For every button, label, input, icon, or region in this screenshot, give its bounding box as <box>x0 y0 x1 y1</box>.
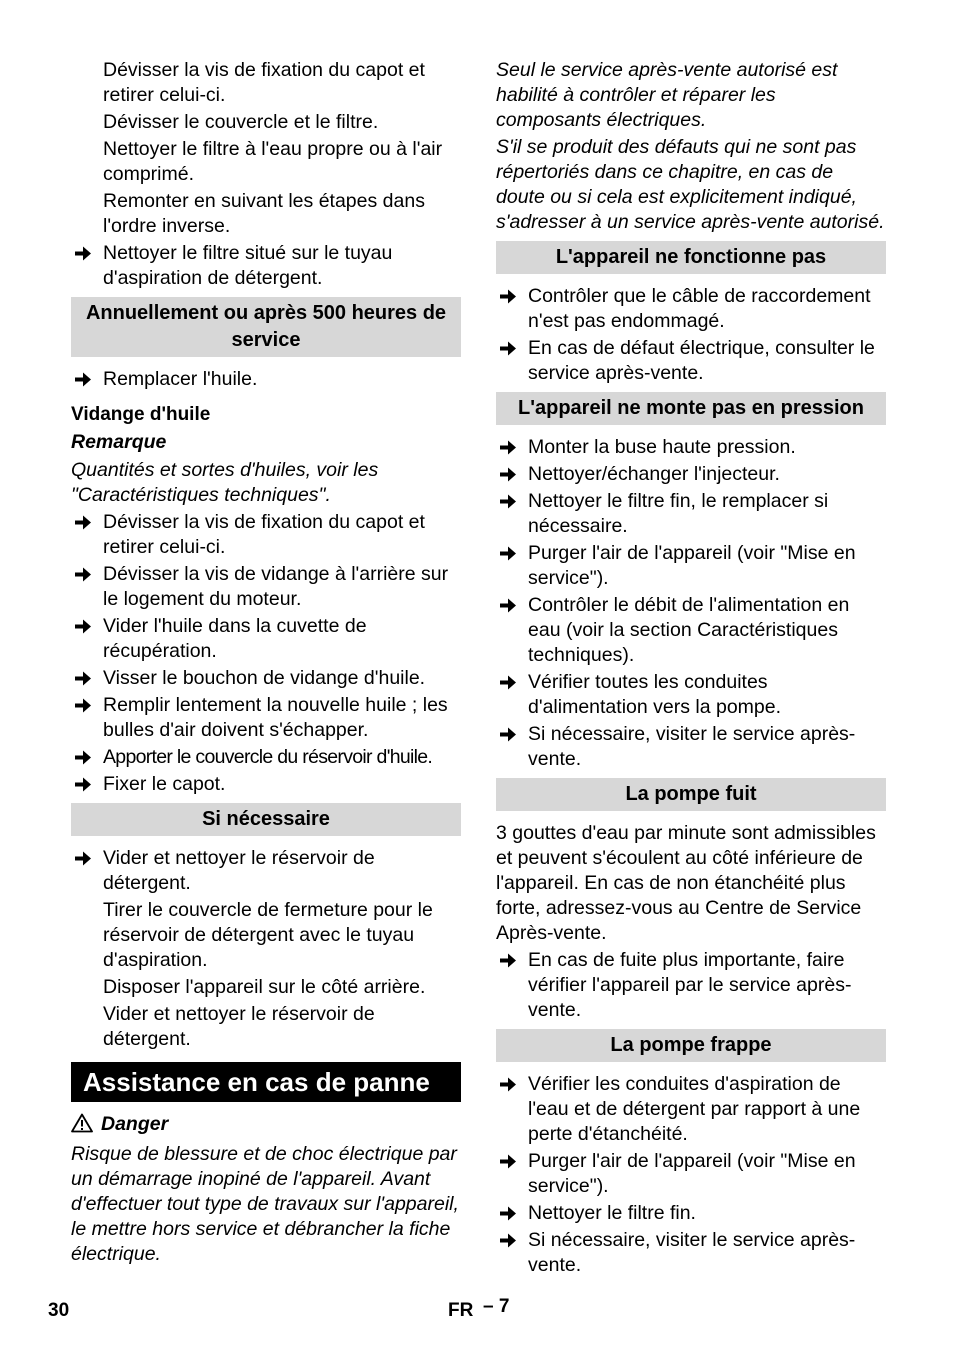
section-heading-if-needed: Si nécessaire <box>71 803 461 836</box>
right-column <box>496 58 886 1280</box>
bullet-item <box>496 722 886 772</box>
arrow-right-icon <box>73 367 95 392</box>
bullet-text: Si nécessaire, visiter le service après-vente. <box>528 1229 856 1276</box>
chapter-heading-assistance: Assistance en cas de panne <box>71 1062 461 1102</box>
bullet-text: Vider l'huile dans la cuvette de récupération. <box>103 615 367 662</box>
bullet-text: Remplir lentement la nouvelle huile ; les bulles d'air doivent s'échapper. <box>103 694 448 741</box>
danger-label-row <box>71 1112 461 1140</box>
bullet-text: Contrôler le débit de l'alimentation en eau (voir la section Caractéristiques techniques). <box>528 594 850 666</box>
bullet-text: Remplacer l'huile. <box>103 368 258 390</box>
bullet-item <box>71 241 461 291</box>
left-column <box>71 58 461 1269</box>
bullet-item <box>71 846 461 896</box>
bullet-text: Purger l'air de l'appareil (voir "Mise en service"). <box>528 542 856 589</box>
bullet-text: Dévisser la vis de vidange à l'arrière sur le logement du moteur. <box>103 563 449 610</box>
service-note: S'il se produit des défauts qui ne sont pas répertoriés dans ce chapitre, en cas de doute ou si cela est explicitement indiqué, s'adresser à un service après-vente autorisé. <box>496 136 885 233</box>
bullet-item <box>496 1228 886 1278</box>
bullet-text: Dévisser la vis de fixation du capot et retirer celui-ci. <box>103 511 425 558</box>
step-text: Dévisser la vis de fixation du capot et retirer celui-ci. <box>103 59 425 106</box>
bullet-text: Nettoyer le filtre fin, le remplacer si nécessaire. <box>528 490 829 537</box>
bullet-item <box>71 562 461 612</box>
arrow-right-icon <box>498 541 520 566</box>
bullet-text: Vérifier les conduites d'aspiration de l'eau et de détergent par rapport à une perte d'étanchéité. <box>528 1073 861 1145</box>
subheading-oil-change: Vidange d'huile <box>71 404 211 425</box>
bullet-item <box>496 541 886 591</box>
bullet-text: Vérifier toutes les conduites d'alimentation vers la pompe. <box>528 671 782 718</box>
warning-triangle-icon <box>71 1113 93 1140</box>
arrow-right-icon <box>73 666 95 691</box>
bullet-item <box>496 1201 886 1226</box>
bullet-item <box>71 693 461 743</box>
step-text: Vider et nettoyer le réservoir de détergent. <box>103 1003 375 1050</box>
section-heading-not-working: L'appareil ne fonctionne pas <box>496 241 886 274</box>
bullet-text: Purger l'air de l'appareil (voir "Mise en service"). <box>528 1150 856 1197</box>
service-note: Seul le service après-vente autorisé est habilité à contrôler et réparer les composants électriques. <box>496 59 838 131</box>
bullet-item <box>496 593 886 668</box>
bullet-text: Apporter le couvercle du réservoir d'huile. <box>103 746 433 768</box>
step-text: Disposer l'appareil sur le côté arrière. <box>103 976 426 998</box>
arrow-right-icon <box>498 435 520 460</box>
bullet-text: Nettoyer le filtre situé sur le tuyau d'aspiration de détergent. <box>103 242 393 289</box>
section-heading-annual: Annuellement ou après 500 heures de service <box>71 297 461 357</box>
bullet-item <box>71 745 461 770</box>
bullet-item <box>496 670 886 720</box>
arrow-right-icon <box>498 336 520 361</box>
note-text: Quantités et sortes d'huiles, voir les "Caractéristiques techniques". <box>71 459 379 506</box>
bullet-text: Vider et nettoyer le réservoir de détergent. <box>103 847 375 894</box>
arrow-right-icon <box>498 1201 520 1226</box>
bullet-text: Visser le bouchon de vidange d'huile. <box>103 667 426 689</box>
arrow-right-icon <box>73 772 95 797</box>
bullet-item <box>496 336 886 386</box>
language-code: FR <box>448 1300 474 1321</box>
danger-text: Risque de blessure et de choc électrique par un démarrage inopiné de l'appareil. Avant d'effectuer tout type de travaux sur l'appareil, le mettre hors service et débrancher la fiche électrique. <box>71 1143 459 1265</box>
step-text: Dévisser le couvercle et le filtre. <box>103 111 379 133</box>
arrow-right-icon <box>73 614 95 639</box>
bullet-item <box>71 614 461 664</box>
page-number: 30 <box>48 1300 70 1321</box>
bullet-text: Fixer le capot. <box>103 773 226 795</box>
arrow-right-icon <box>498 722 520 747</box>
arrow-right-icon <box>73 846 95 871</box>
note-label: Remarque <box>71 431 167 453</box>
bullet-text: En cas de fuite plus importante, faire vérifier l'appareil par le service après-vente. <box>528 949 852 1021</box>
section-heading-pump-knocks: La pompe frappe <box>496 1029 886 1062</box>
section-heading-pump-leaks: La pompe fuit <box>496 778 886 811</box>
bullet-text: En cas de défaut électrique, consulter le service après-vente. <box>528 337 875 384</box>
arrow-right-icon <box>73 745 95 770</box>
arrow-right-icon <box>498 1072 520 1097</box>
bullet-item <box>496 435 886 460</box>
step-text: Nettoyer le filtre à l'eau propre ou à l'air comprimé. <box>103 138 443 185</box>
bullet-item <box>496 1149 886 1199</box>
step-text: Tirer le couvercle de fermeture pour le réservoir de détergent avec le tuyau d'aspiration. <box>103 899 433 971</box>
bullet-item <box>496 1072 886 1147</box>
bullet-item <box>496 489 886 539</box>
arrow-right-icon <box>498 1228 520 1253</box>
bullet-text: Monter la buse haute pression. <box>528 436 796 458</box>
bullet-item <box>71 510 461 560</box>
arrow-right-icon <box>498 670 520 695</box>
section-heading-no-pressure: L'appareil ne monte pas en pression <box>496 392 886 425</box>
arrow-right-icon <box>498 489 520 514</box>
bullet-item <box>496 948 886 1023</box>
arrow-right-icon <box>498 948 520 973</box>
arrow-right-icon <box>498 1149 520 1174</box>
step-text: Remonter en suivant les étapes dans l'ordre inverse. <box>103 190 425 237</box>
bullet-item <box>71 666 461 691</box>
arrow-right-icon <box>73 510 95 535</box>
danger-label: Danger <box>101 1113 169 1135</box>
bullet-item <box>496 462 886 487</box>
bullet-item <box>496 284 886 334</box>
bullet-text: Contrôler que le câble de raccordement n'est pas endommagé. <box>528 285 871 332</box>
bullet-text: Nettoyer/échanger l'injecteur. <box>528 463 780 485</box>
arrow-right-icon <box>73 693 95 718</box>
bullet-item <box>71 772 461 797</box>
pump-leak-paragraph: 3 gouttes d'eau par minute sont admissibles et peuvent s'écoulent au côté inférieure de l'appareil. En cas de non étanchéité plus forte, adressez-vous au Centre de Service Après-vente. <box>496 822 876 944</box>
arrow-right-icon <box>73 562 95 587</box>
bullet-text: Si nécessaire, visiter le service après-vente. <box>528 723 856 770</box>
section-page-number: – 7 <box>483 1296 510 1317</box>
bullet-item <box>71 367 461 392</box>
arrow-right-icon <box>498 593 520 618</box>
arrow-right-icon <box>498 284 520 309</box>
arrow-right-icon <box>73 241 95 266</box>
arrow-right-icon <box>498 462 520 487</box>
bullet-text: Nettoyer le filtre fin. <box>528 1202 696 1224</box>
